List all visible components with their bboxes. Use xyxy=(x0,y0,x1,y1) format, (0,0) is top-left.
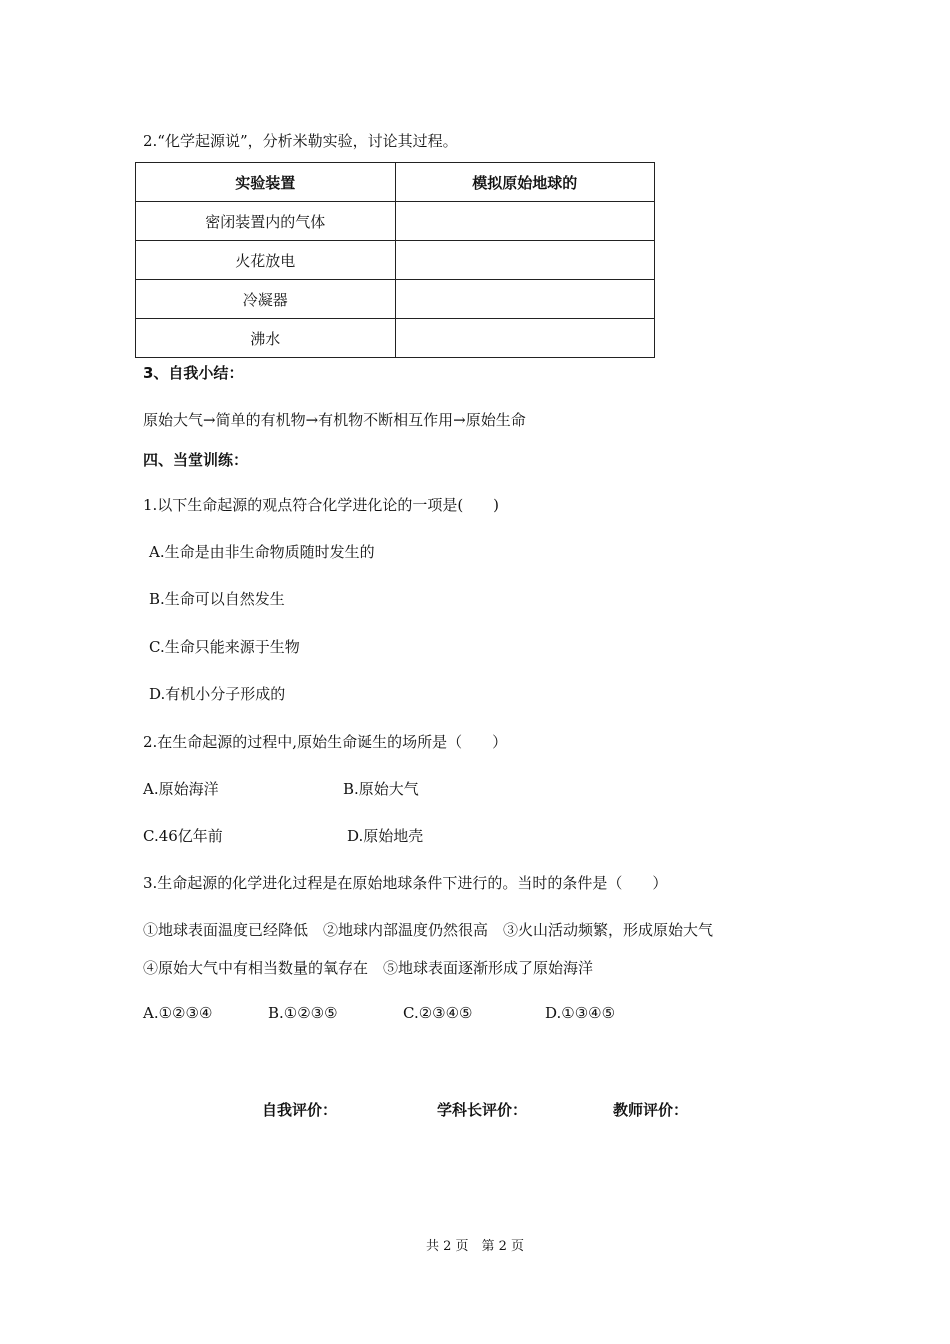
question-1-option-d: D.有机小分子形成的 xyxy=(149,685,286,703)
question-1-option-c: C.生命只能来源于生物 xyxy=(149,638,300,656)
question-3-option-b: B.①②③⑤ xyxy=(268,1004,338,1022)
experiment-table xyxy=(135,162,655,358)
practice-heading: 四、当堂训练： xyxy=(143,451,249,469)
question-3-option-a: A.①②③④ xyxy=(143,1004,213,1022)
summary-text: 原始大气→简单的有机物→有机物不断相互作用→原始生命 xyxy=(143,411,526,429)
table-cell: 冷凝器 xyxy=(136,280,396,319)
self-evaluation-label: 自我评价： xyxy=(262,1101,338,1119)
table-header: 实验装置 xyxy=(136,163,396,202)
question-2-option-b: B.原始大气 xyxy=(343,780,419,798)
table-cell: 火花放电 xyxy=(136,241,396,280)
table-row xyxy=(136,202,655,241)
section2-heading: 2.“化学起源说”，分析米勒实验，讨论其过程。 xyxy=(143,132,458,150)
question-2-option-d: D.原始地壳 xyxy=(347,827,424,845)
question-3-stem: 3.生命起源的化学进化过程是在原始地球条件下进行的。当时的条件是（ ） xyxy=(143,874,668,892)
summary-heading: 3、自我小结： xyxy=(143,364,244,382)
table-cell: 沸水 xyxy=(136,319,396,358)
question-3-option-d: D.①③④⑤ xyxy=(545,1004,616,1022)
page-footer: 共 2 页 第 2 页 xyxy=(425,1239,525,1254)
table-cell xyxy=(395,202,655,241)
question-1-option-b: B.生命可以自然发生 xyxy=(149,590,285,608)
subject-leader-evaluation-label: 学科长评价： xyxy=(437,1101,528,1119)
question-2-option-c: C.46亿年前 xyxy=(143,827,223,845)
question-3-option-c: C.②③④⑤ xyxy=(403,1004,473,1022)
table-header: 模拟原始地球的 xyxy=(395,163,655,202)
question-2-stem: 2.在生命起源的过程中,原始生命诞生的场所是（ ） xyxy=(143,733,508,751)
table-row xyxy=(136,241,655,280)
table-row xyxy=(136,280,655,319)
table-cell xyxy=(395,280,655,319)
table-cell xyxy=(395,319,655,358)
table-cell xyxy=(395,241,655,280)
question-1-option-a: A.生命是由非生命物质随时发生的 xyxy=(149,543,375,561)
table-header-row xyxy=(136,163,655,202)
question-1-stem: 1.以下生命起源的观点符合化学进化论的一项是( ) xyxy=(143,496,500,514)
teacher-evaluation-label: 教师评价： xyxy=(613,1101,689,1119)
question-3-conditions-line-2: ④原始大气中有相当数量的氧存在 ⑤地球表面逐渐形成了原始海洋 xyxy=(143,959,594,977)
table-row xyxy=(136,319,655,358)
table-cell: 密闭装置内的气体 xyxy=(136,202,396,241)
question-3-conditions-line-1: ①地球表面温度已经降低 ②地球内部温度仍然很高 ③火山活动频繁，形成原始大气 xyxy=(143,921,714,939)
question-2-option-a: A.原始海洋 xyxy=(143,780,219,798)
